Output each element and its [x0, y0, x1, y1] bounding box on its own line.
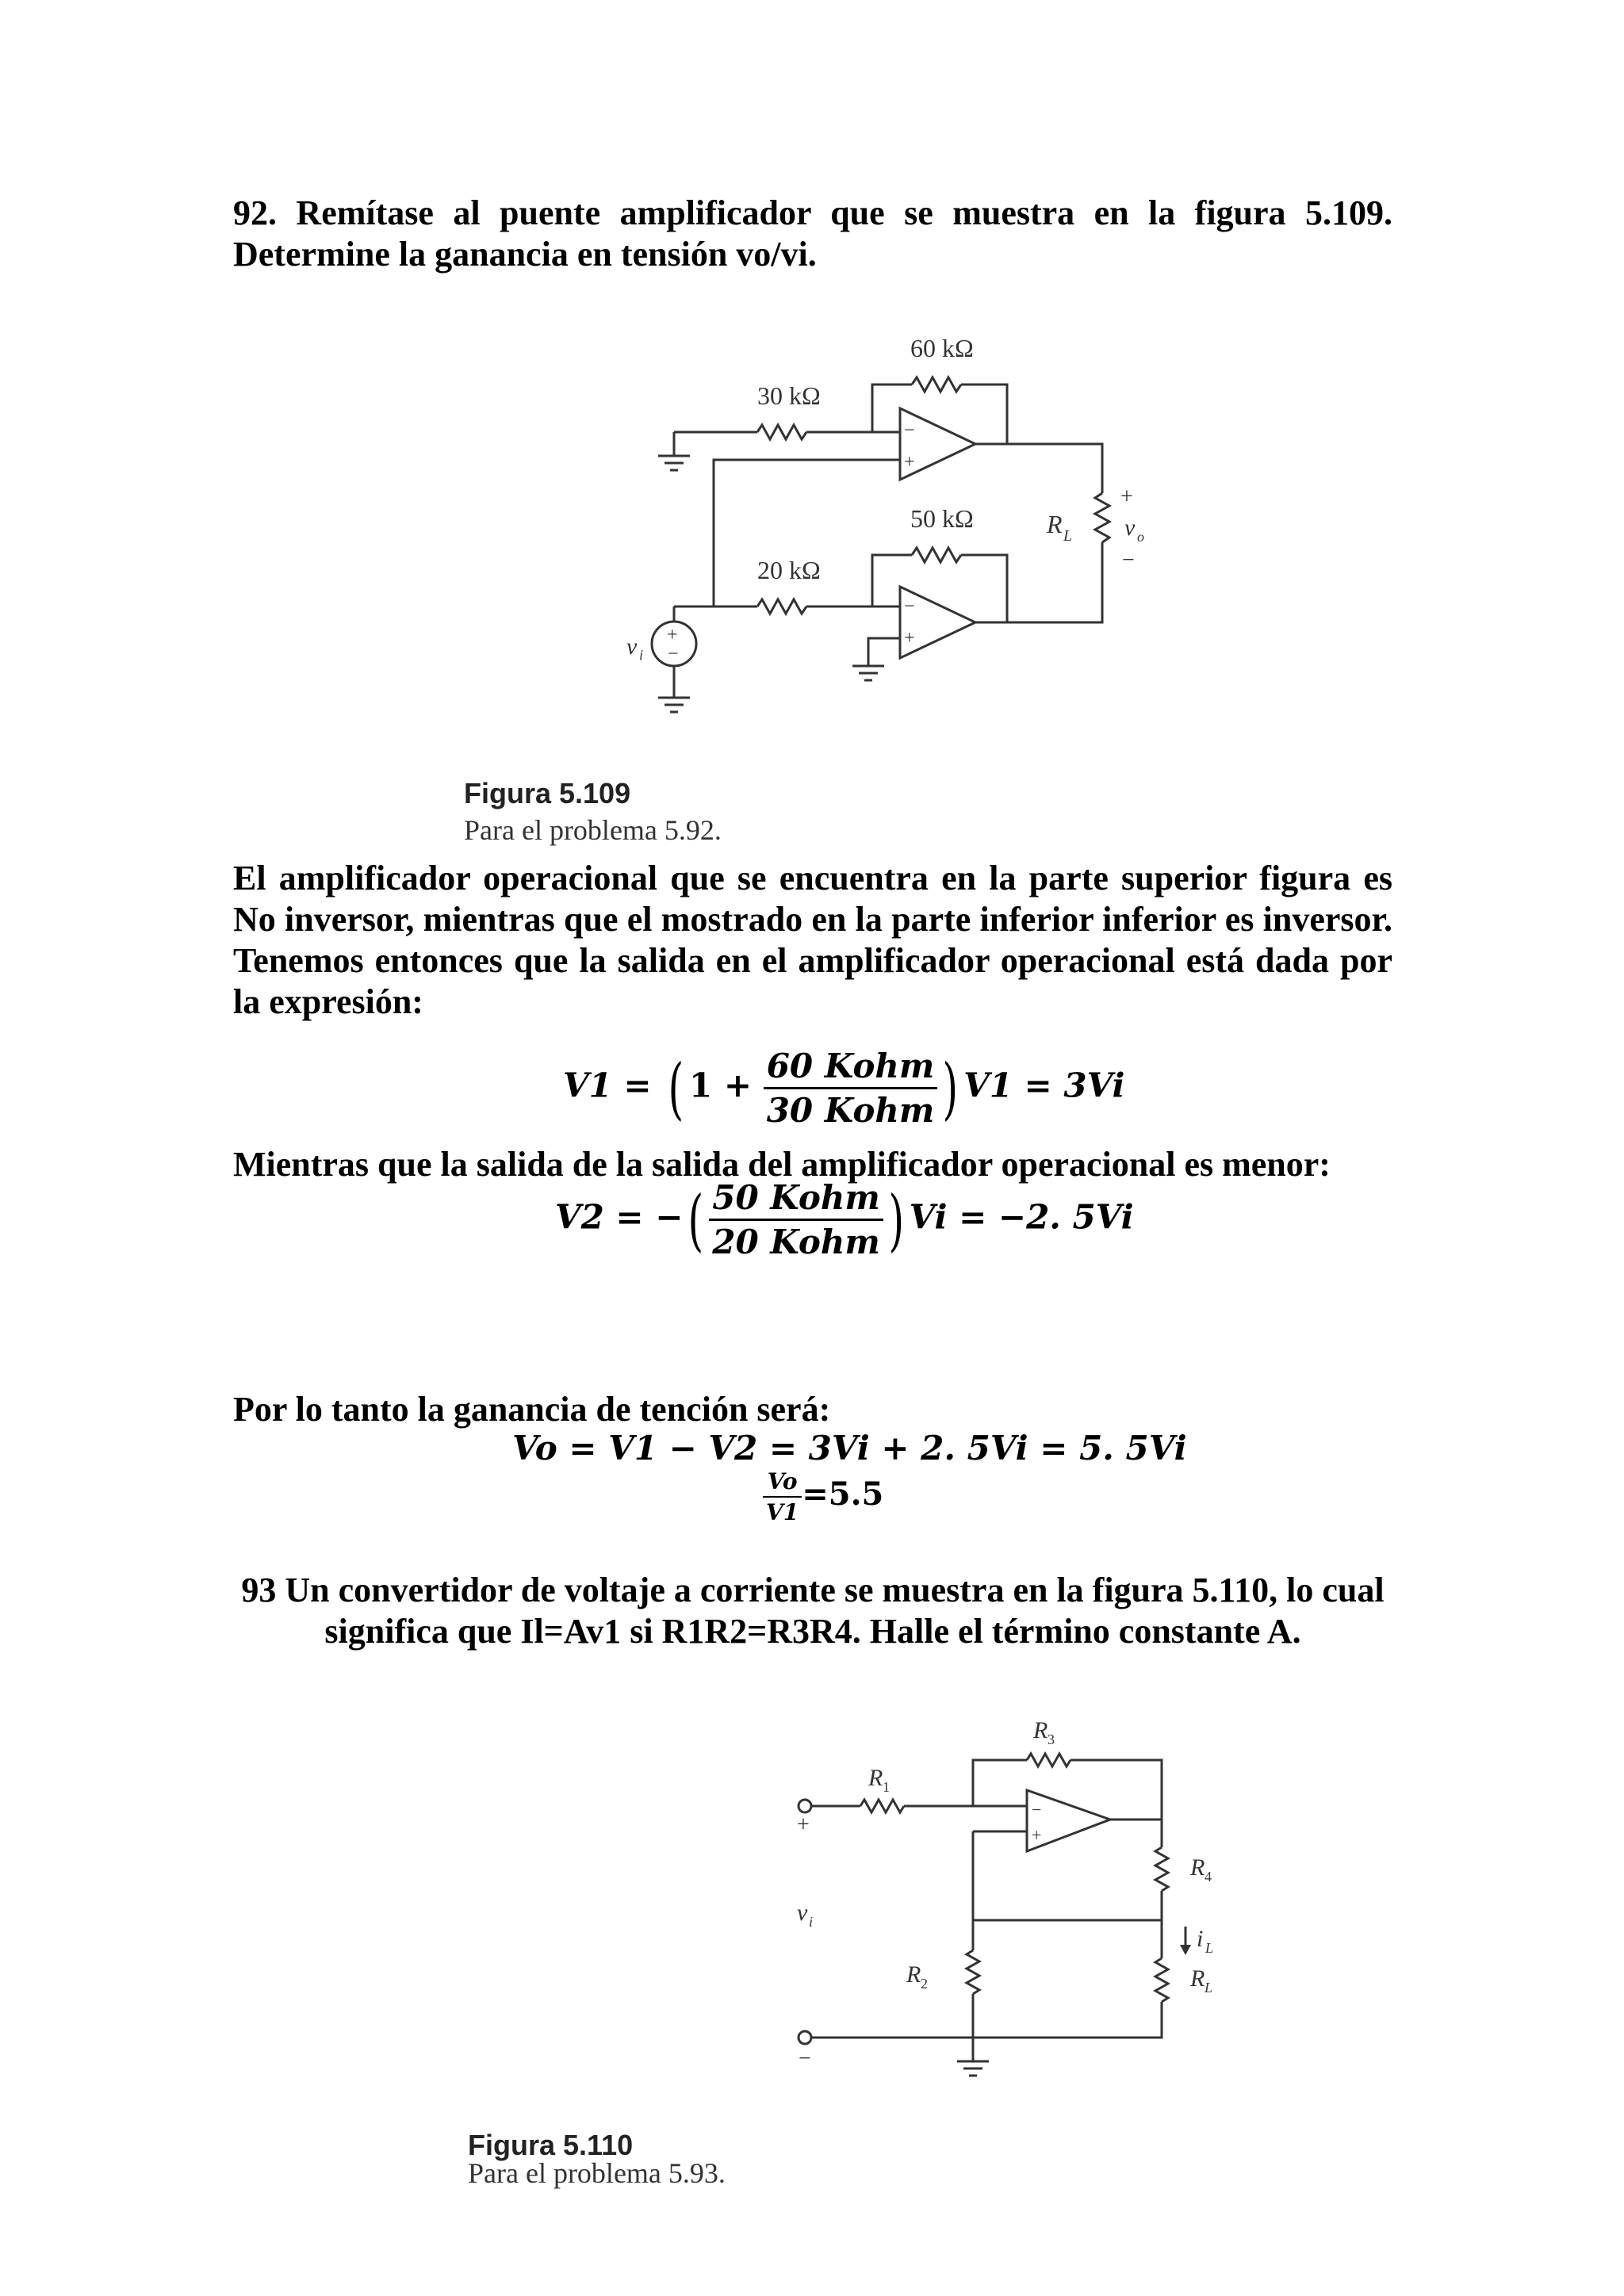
terminal-plus: + — [797, 1812, 810, 1837]
figure-5-110-circuit — [781, 1712, 1273, 2093]
label-60k: 60 kΩ — [910, 334, 974, 362]
svg-text:i: i — [809, 1914, 814, 1930]
svg-text:2: 2 — [921, 1976, 928, 1992]
label-r2: R — [906, 1961, 921, 1988]
svg-text:1: 1 — [883, 1779, 890, 1795]
label-r1: R — [868, 1765, 883, 1791]
vo-plus: + — [1120, 484, 1133, 509]
label-r3: R — [1033, 1717, 1048, 1743]
eq2-numerator: 50 Kohm — [709, 1178, 883, 1221]
equation-v1: V1 = ( 1 + $\frac{\text{60 Kohm}}{\text{30 Kohm}}$ ) V1 = 3Vi — [563, 1047, 1125, 1130]
label-vi: v — [797, 1900, 808, 1926]
opamp-bottom-minus: − — [904, 596, 915, 617]
source-plus: + — [667, 625, 678, 645]
source-minus: − — [668, 644, 679, 664]
equation-v2: V2 = −( $\frac{\text{50 Kohm}}{\text{20 Kohm}}$ ) Vi = −2. 5Vi — [555, 1178, 1134, 1261]
svg-text:L: L — [1205, 1980, 1213, 1996]
opamp-bottom-plus: + — [904, 628, 915, 649]
eq4-numerator: Vo — [763, 1468, 802, 1498]
svg-text:L: L — [1063, 527, 1073, 545]
terminal-minus: − — [799, 2046, 811, 2071]
svg-text:4: 4 — [1205, 1869, 1212, 1885]
label-vo: v — [1124, 515, 1136, 541]
eq1-numerator: 60 Kohm — [764, 1047, 938, 1089]
label-il: i — [1197, 1926, 1204, 1952]
problem-92-statement: 92. Remítase al puente amplificador que se muestra en la figura 5.109. Determine la ganancia en tensión vo/vi. — [233, 193, 1392, 274]
label-50k: 50 kΩ — [910, 504, 974, 533]
svg-text:o: o — [1137, 529, 1144, 545]
opamp-top-minus: − — [904, 420, 915, 441]
eq2-denominator: 20 Kohm — [712, 1223, 880, 1261]
explanation-paragraph: El amplificador operacional que se encuentra en la parte superior figura es No inversor, mientras que el mostrado en la parte inferior inferior es inversor. Tenemos entonces que la salida en el amplificador operacional está dada por la expresión: — [233, 859, 1392, 1021]
vo-minus: − — [1122, 548, 1135, 572]
equation-vo: Vo = V1 − V2 = 3Vi + 2. 5Vi = 5. 5Vi — [512, 1429, 1187, 1468]
svg-text:3: 3 — [1048, 1732, 1055, 1747]
problem-93-statement: 93 Un convertidor de voltaje a corriente se muestra en la figura 5.110, lo cual significa que Il=Av1 si R1R2=R3R4. Halle el término constante A. — [241, 1571, 1385, 1651]
svg-text:i: i — [639, 647, 644, 663]
label-vi: v — [626, 633, 638, 660]
conclusion-paragraph: Por lo tanto la ganancia de tención será: — [233, 1390, 831, 1429]
opamp-minus: − — [1032, 1800, 1042, 1820]
figure-5-110-title: Figura 5.110 — [468, 2129, 634, 2161]
opamp-top-plus: + — [904, 452, 915, 473]
middle-paragraph: Mientras que la salida de la salida del amplificador operacional es menor: — [233, 1145, 1331, 1184]
figure-5-109-title: Figura 5.109 — [464, 777, 631, 809]
label-20k: 20 kΩ — [757, 556, 821, 584]
label-rl: R — [1190, 1965, 1205, 1992]
svg-text:L: L — [1205, 1940, 1214, 1956]
label-r4: R — [1190, 1854, 1205, 1881]
figure-5-110-caption: Para el problema 5.93. — [468, 2157, 726, 2189]
figure-5-109-caption: Para el problema 5.92. — [464, 814, 722, 846]
figure-5-109-circuit — [626, 317, 1197, 745]
equation-gain: $\frac{Vo}{V1}$ =5.5 — [763, 1468, 883, 1525]
label-rl: R — [1047, 510, 1063, 538]
opamp-plus: + — [1032, 1825, 1042, 1845]
eq4-denominator: V1 — [766, 1499, 799, 1525]
eq1-denominator: 30 Kohm — [766, 1091, 935, 1130]
label-30k: 30 kΩ — [757, 381, 821, 410]
